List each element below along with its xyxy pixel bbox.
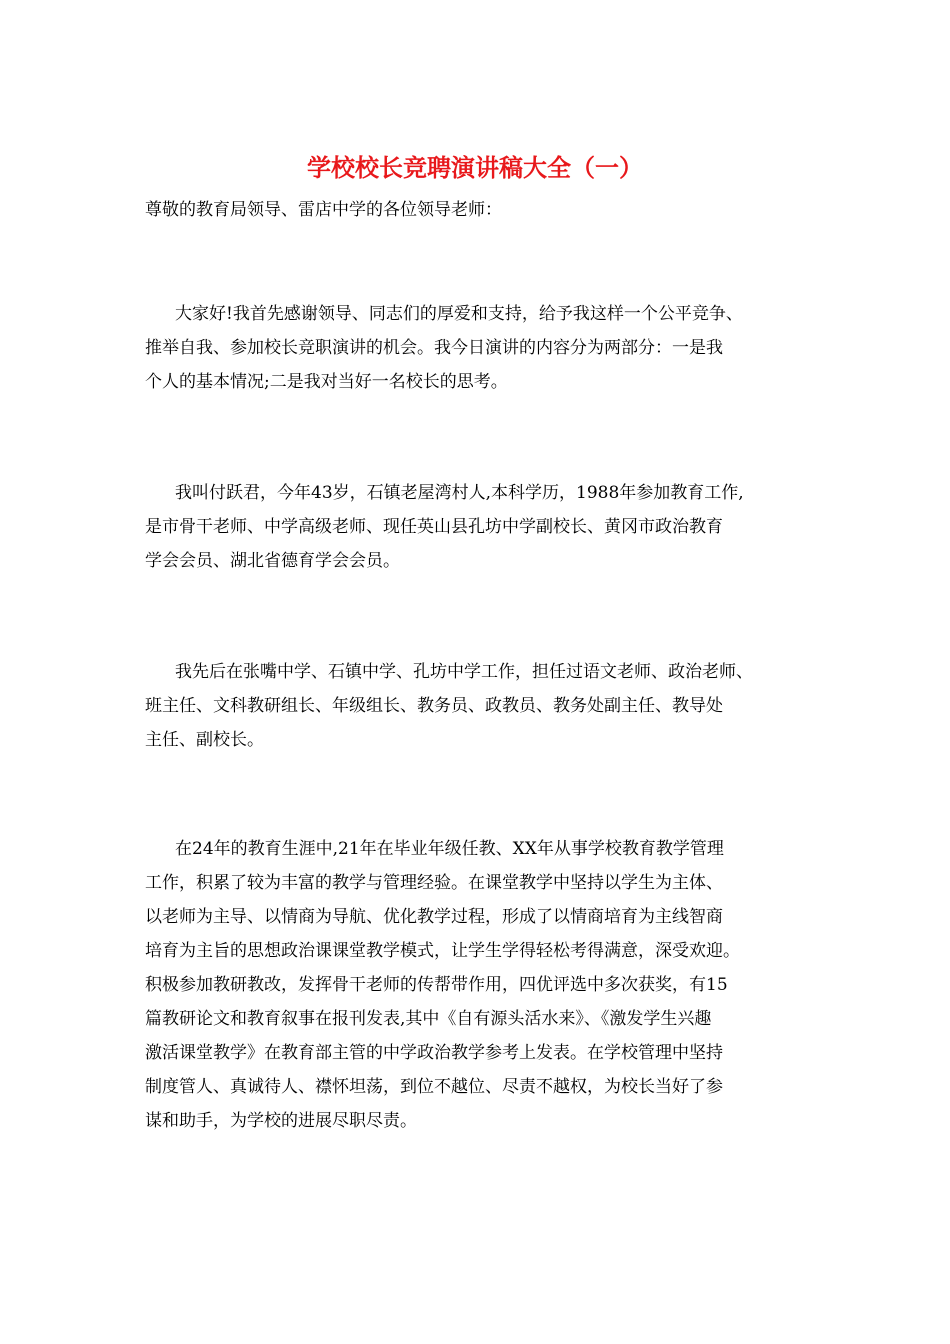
paragraph-line: 是市骨干老师、中学高级老师、现任英山县孔坊中学副校长、黄冈市政治教育 — [145, 517, 723, 537]
paragraph-line: 在24年的教育生涯中,21年在毕业年级任教、XX年从事学校教育教学管理 — [175, 839, 724, 859]
paragraph-line: 激活课堂教学》在教育部主管的中学政治教学参考上发表。在学校管理中坚持 — [145, 1043, 723, 1063]
salutation: 尊敬的教育局领导、雷店中学的各位领导老师： — [145, 200, 502, 220]
paragraph-greeting — [145, 297, 825, 399]
paragraph-line: 制度管人、真诚待人、襟怀坦荡，到位不越位、尽责不越权，为校长当好了参 — [145, 1077, 723, 1097]
paragraph-line: 以老师为主导、以情商为导航、优化教学过程，形成了以情商培育为主线智商 — [145, 907, 723, 927]
paragraph-line: 班主任、文科教研组长、年级组长、教务员、政教员、教务处副主任、教导处 — [145, 696, 723, 716]
paragraph-line: 篇教研论文和教育叙事在报刊发表,其中《自有源头活水来》、《激发学生兴趣 — [145, 1009, 712, 1029]
paragraph-line: 我叫付跃君，今年43岁，石镇老屋湾村人,本科学历，1988年参加教育工作, — [175, 483, 744, 503]
document-title: 学校校长竞聘演讲稿大全（一） — [307, 153, 643, 182]
paragraph-line: 我先后在张嘴中学、石镇中学、孔坊中学工作，担任过语文老师、政治老师、 — [175, 662, 753, 682]
paragraph-line: 主任、副校长。 — [145, 730, 264, 750]
paragraph-line: 推举自我、参加校长竞职演讲的机会。我今日演讲的内容分为两部分：一是我 — [145, 338, 723, 358]
paragraph-experience — [145, 832, 825, 1138]
paragraph-line: 个人的基本情况;二是我对当好一名校长的思考。 — [145, 372, 508, 392]
paragraph-work-history — [145, 655, 825, 757]
paragraph-introduction — [145, 476, 825, 578]
paragraph-line: 工作，积累了较为丰富的教学与管理经验。在课堂教学中坚持以学生为主体、 — [145, 873, 723, 893]
paragraph-line: 谋和助手，为学校的进展尽职尽责。 — [145, 1111, 417, 1131]
paragraph-line: 学会会员、湖北省德育学会会员。 — [145, 551, 400, 571]
paragraph-line: 培育为主旨的思想政治课课堂教学模式，让学生学得轻松考得满意，深受欢迎。 — [145, 941, 740, 961]
paragraph-line: 大家好!我首先感谢领导、同志们的厚爱和支持，给予我这样一个公平竞争、 — [175, 304, 743, 324]
paragraph-line: 积极参加教研教改，发挥骨干老师的传帮带作用，四优评选中多次获奖，有15 — [145, 975, 728, 995]
